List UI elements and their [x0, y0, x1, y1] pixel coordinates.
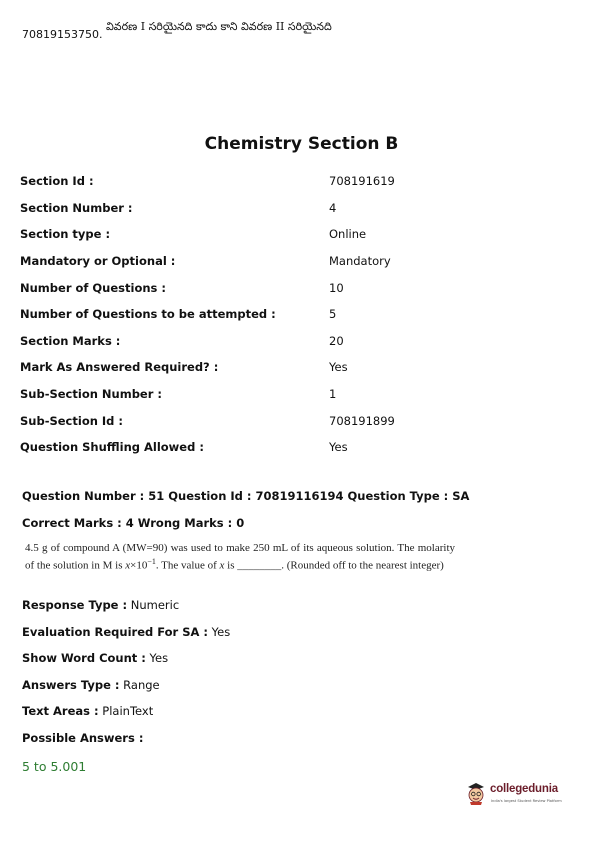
info-value: 708191619: [329, 174, 395, 189]
info-row-section-type: [20, 221, 580, 248]
question-marks: Correct Marks : 4 Wrong Marks : 0: [22, 516, 245, 530]
previous-option-id: 70819153750.: [22, 28, 103, 41]
meta-value: Yes: [145, 651, 169, 665]
question-text: [25, 541, 455, 573]
info-value: Yes: [329, 360, 348, 375]
meta-label: Evaluation Required For SA :: [22, 625, 209, 639]
possible-answers-label: Possible Answers :: [22, 731, 144, 745]
info-row-sub-section-id: [20, 407, 580, 434]
question-text-part: 4.5 g of compound A (MW=90) was used to make 250 mL of its aqueous solution. The molarity of the solution in M is: [25, 542, 455, 572]
meta-label: Response Type :: [22, 598, 128, 612]
show-word-count: [22, 651, 168, 665]
mascot-icon: [466, 781, 486, 805]
info-row-mandatory: [20, 248, 580, 275]
info-label: Question Shuffling Allowed :: [20, 440, 204, 455]
logo-tagline: India's largest Student Review Platform: [491, 799, 562, 803]
info-label: Mark As Answered Required? :: [20, 360, 219, 375]
info-row-section-id: [20, 168, 580, 195]
question-text-exponent: −1: [147, 557, 156, 566]
question-text-part: is ________. (Rounded off to the nearest integer): [224, 559, 444, 572]
info-value: 4: [329, 200, 337, 215]
meta-label: Show Word Count :: [22, 651, 146, 665]
info-row-questions-to-attempt: [20, 301, 580, 328]
info-value: Yes: [329, 440, 348, 455]
section-info-table: [20, 168, 580, 461]
info-value: Mandatory: [329, 254, 391, 269]
info-value: Online: [329, 227, 367, 242]
info-label: Number of Questions :: [20, 280, 166, 295]
meta-label: Text Areas :: [22, 704, 99, 718]
info-label: Section type :: [20, 227, 111, 242]
info-value: 20: [329, 333, 344, 348]
info-row-number-of-questions: [20, 274, 580, 301]
info-label: Mandatory or Optional :: [20, 254, 176, 269]
section-title: Chemistry Section B: [204, 134, 399, 154]
info-value: 10: [329, 280, 344, 295]
question-text-part: . The value of: [155, 559, 220, 572]
info-row-sub-section-number: [20, 381, 580, 408]
meta-label: Answers Type :: [22, 678, 120, 692]
logo-name: collegedunia: [490, 783, 558, 795]
question-text-times: ×10: [130, 559, 148, 572]
info-row-mark-as-answered: [20, 354, 580, 381]
text-areas: [22, 704, 153, 718]
evaluation-required: [22, 625, 230, 639]
collegedunia-logo: [466, 777, 576, 811]
question-header: Question Number : 51 Question Id : 70819116194 Question Type : SA: [22, 489, 470, 503]
response-type: [22, 598, 179, 612]
answers-type: [22, 678, 160, 692]
info-row-section-number: [20, 195, 580, 222]
info-label: Section Number :: [20, 200, 133, 215]
possible-answers-value: 5 to 5.001: [22, 759, 87, 774]
previous-question-tail: [22, 20, 582, 41]
info-value: 1: [329, 387, 337, 402]
meta-value: Range: [119, 678, 160, 692]
info-label: Section Id :: [20, 174, 94, 189]
info-label: Sub-Section Id :: [20, 413, 124, 428]
info-label: Number of Questions to be attempted :: [20, 307, 276, 322]
meta-value: Numeric: [127, 598, 180, 612]
previous-option-text: వివరణ I సరియైనది కాదు కాని వివరణ II సరియైనది: [105, 20, 332, 33]
info-label: Section Marks :: [20, 333, 121, 348]
question-var-x: x: [125, 559, 131, 572]
info-row-section-marks: [20, 328, 580, 355]
info-value: 5: [329, 307, 337, 322]
info-value: 708191899: [329, 413, 395, 428]
info-label: Sub-Section Number :: [20, 387, 163, 402]
info-row-question-shuffling: [20, 434, 580, 461]
meta-value: Yes: [208, 625, 231, 639]
meta-value: PlainText: [98, 704, 154, 718]
question-var-x: x: [219, 559, 225, 572]
